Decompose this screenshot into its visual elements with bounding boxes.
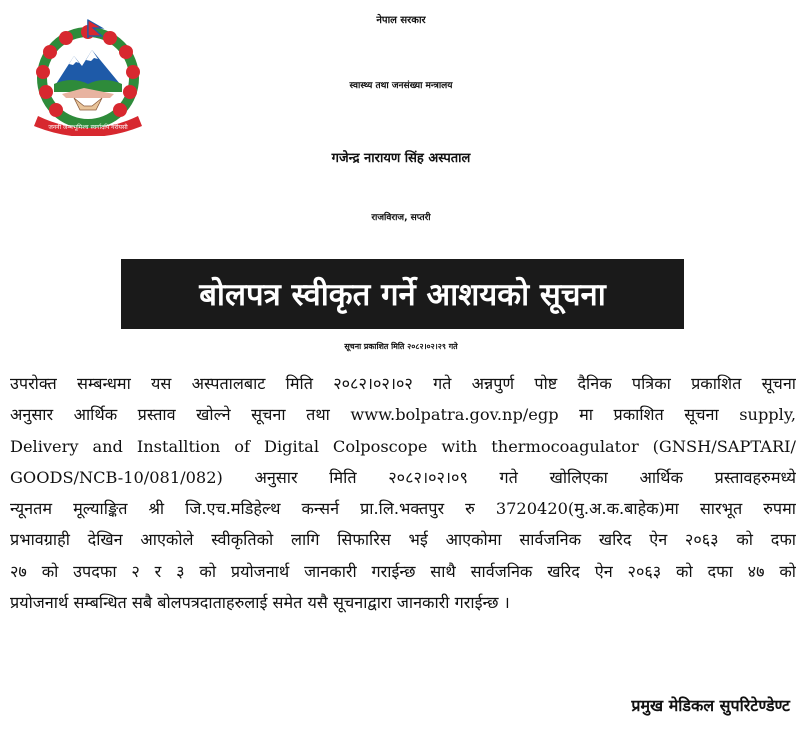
publication-date: सूचना प्रकाशित मिति २०८२।०२।२९ गते xyxy=(344,342,458,351)
notice-title-box xyxy=(121,259,684,329)
emblem-motto-text: जननी जन्मभूमिश्च स्वर्गादपि गरीयसी xyxy=(48,124,128,131)
body-line: GOODS/NCB-10/081/082) अनुसार मिति २०८२।०२।०९ गते खोलिएका आर्थिक प्रस्तावहरुमध्ये xyxy=(10,467,796,487)
ministry-heading: स्वास्थ्य तथा जनसंख्या मन्त्रालय xyxy=(349,81,453,91)
body-line: २७ को उपदफा २ र ३ को प्रयोजनार्थ जानकारी गराईन्छ साथै सार्वजनिक खरिद ऐन २०६३ को दफा ४७ को xyxy=(10,561,796,581)
body-line: प्रभावग्राही देखिन आएकोले स्वीकृतिको लागि सिफारिस भई आएकोमा सार्वजनिक खरिद ऐन २०६३ को दफा xyxy=(10,530,796,550)
body-line: उपरोक्त सम्बन्धमा यस अस्पतालबाट मिति २०८२।०२।०२ गते अन्नपुर्ण पोष्ट दैनिक पत्रिका प्रकाशित सूचना xyxy=(10,374,796,393)
notice-body xyxy=(10,368,796,618)
signature: प्रमुख मेडिकल सुपरिटेण्डेण्ट xyxy=(631,696,790,715)
body-line: Delivery and Installtion of Digital Colposcope with thermocoagulator (GNSH/SAPTARI/ xyxy=(10,436,796,456)
body-line: न्यूनतम मूल्याङ्कित श्री जि.एच.मडिहेल्थ कन्सर्न प्रा.लि.भक्तपुर रु 3720420(मु.अ.क.बाहेक)मा सारभूत रुपमा xyxy=(10,499,796,519)
nepal-coat-of-arms-icon xyxy=(22,18,154,136)
notice-title: बोलपत्र स्वीकृत गर्ने आशयको सूचना xyxy=(199,277,606,313)
government-heading: नेपाल सरकार xyxy=(376,15,426,26)
body-line: अनुसार आर्थिक प्रस्ताव खोल्ने सूचना तथा www.bolpatra.gov.np/egp मा प्रकाशित सूचना supply, xyxy=(10,405,796,425)
body-line: प्रयोजनार्थ सम्बन्धित सबै बोलपत्रदाताहरुलाई समेत यसै सूचनाद्वारा जानकारी गराईन्छ । xyxy=(10,593,510,613)
hospital-heading: गजेन्द्र नारायण सिंह अस्पताल xyxy=(331,151,471,166)
location-heading: राजविराज, सप्तरी xyxy=(371,213,431,223)
